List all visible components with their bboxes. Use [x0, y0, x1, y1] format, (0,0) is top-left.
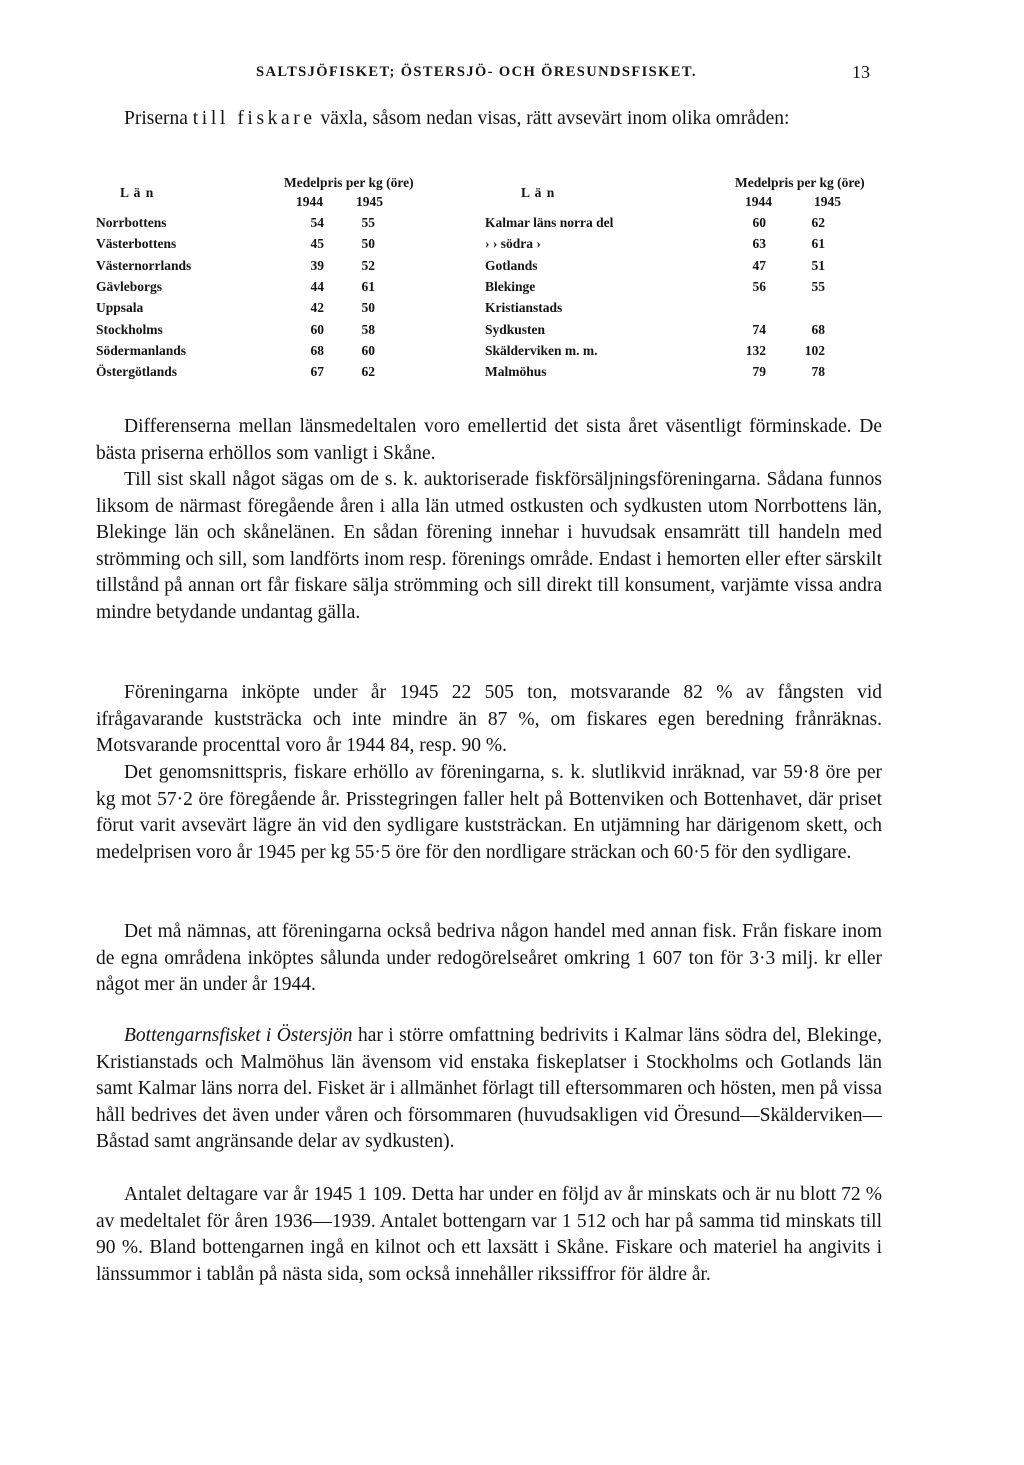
left-row-value-1945: 55	[361, 215, 375, 230]
paragraph-purchases: Föreningarna inköpte under år 1945 22 505 ton, motsvarande 82 % av fångsten vid ifrågavarande kuststräcka och inte mindre än 87 %, om fiskares egen beredning frånräknas. Motsvarande procenttal voro år 1944 84, resp. 90 %.	[96, 682, 882, 757]
right-row-value-1944: 56	[752, 278, 766, 294]
left-row-value-1945: 62	[361, 364, 375, 380]
right-row-name: Malmöhus	[485, 364, 547, 380]
right-row-value-1945: 78	[811, 364, 825, 380]
running-title: SALTSJÖFISKET; ÖSTERSJÖ- OCH ÖRESUNDSFISKET.	[256, 64, 697, 80]
intro-paragraph	[96, 106, 882, 133]
left-row-value-1944: 44	[310, 278, 324, 294]
right-col-label: L ä n	[521, 185, 556, 200]
left-row-value-1944: 45	[310, 236, 324, 252]
paragraph-other-fish: Det må nämnas, att föreningarna också bedriva någon handel med annan fisk. Från fiskare inom de egna områdena inköptes sålunda under redogörelseåret omkring 1 607 ton för 3·3 milj. kr eller något mer än under år 1944.	[96, 921, 882, 996]
left-row-value-1945: 52	[361, 257, 375, 273]
paragraph-differences: Differenserna mellan länsmedeltalen voro emellertid det sista året väsentligt förminskade. De bästa priserna erhöllos som vanligt i Skåne.	[96, 416, 882, 464]
right-row-value-1944: 47	[752, 257, 766, 273]
left-row-name: Uppsala	[96, 300, 144, 316]
right-year-1945: 1945	[814, 194, 841, 209]
right-row-name: › › södra ›	[485, 236, 541, 252]
left-row-value-1944: 54	[310, 215, 324, 230]
right-row-name: Blekinge	[485, 278, 536, 294]
left-row-name: Norrbottens	[96, 215, 167, 230]
right-row-value-1945: 61	[811, 236, 825, 252]
right-row-name: Skälderviken m. m.	[485, 342, 598, 358]
right-row-value-1944: 74	[752, 321, 766, 337]
left-price-header: Medelpris per kg (öre)	[284, 175, 414, 190]
right-row-name: Kalmar läns norra del	[485, 215, 614, 230]
left-row-value-1944: 39	[310, 257, 324, 273]
price-table	[96, 174, 882, 394]
paragraph-bottengarn-text: har i större omfattning bedrivits i Kalmar läns södra del, Blekinge, Kristianstads och Malmöhus län ävensom vid enstaka fiskeplatser i Stockholms och Gotlands län samt Kalmar läns norra del. Fisket är i allmänhet förlagt till eftersommaren och hösten, men på vissa håll bedrives det även under våren och försommaren (huvudsakligen vid Öresund—Skälderviken—Båstad samt angränsande delar av sydkusten).	[96, 1025, 882, 1153]
left-row-value-1945: 58	[361, 321, 375, 337]
right-row-value-1945: 51	[811, 257, 825, 273]
left-row-name: Södermanlands	[96, 342, 187, 358]
page-number: 13	[852, 62, 870, 82]
right-row-value-1944: 60	[752, 215, 766, 230]
left-row-name: Västerbottens	[96, 236, 177, 252]
paragraph-participants: Antalet deltagare var år 1945 1 109. Detta har under en följd av år minskats och är nu blott 72 % av medeltalet för åren 1936—1939. Antalet bottengarn var 1 512 och har på samma tid minskats till 90 %. Bland bottengarnen ingå en kilnot och ett laxsätt i Skåne. Fiskare och materiel ha angivits i länssummor i tablån på nästa sida, som också innehåller rikssiffror för äldre år.	[96, 1184, 882, 1285]
intro-spaced-text: till fiskare	[192, 108, 316, 129]
left-row-name: Gävleborgs	[96, 278, 162, 294]
paragraph-average-price: Det genomsnittspris, fiskare erhöllo av föreningarna, s. k. slutlikvid inräknad, var 59·8 öre per kg mot 57·2 öre föregående år. Prisstegringen faller helt på Bottenviken och Bottenhavet, där priset förut varit avsevärt lägre än vid den sydligare kuststräckan. En utjämning har därigenom skett, och medelprisen voro år 1945 per kg 55·5 öre för den nordligare sträckan och 60·5 för den sydligare.	[96, 762, 882, 863]
right-year-1944: 1944	[745, 194, 772, 209]
left-row-value-1944: 68	[310, 342, 324, 358]
left-year-1945: 1945	[356, 194, 383, 209]
right-price-header: Medelpris per kg (öre)	[735, 175, 865, 190]
left-row-value-1945: 50	[361, 236, 375, 252]
left-year-1944: 1944	[296, 194, 323, 209]
paragraph-bottengarn	[96, 1023, 882, 1156]
right-row-name: Gotlands	[485, 257, 538, 273]
intro-text-end: växla, såsom nedan visas, rätt avsevärt inom olika områden:	[315, 108, 790, 129]
left-row-name: Västernorrlands	[96, 257, 192, 273]
left-row-value-1945: 61	[361, 278, 375, 294]
right-row-value-1945: 102	[804, 342, 825, 358]
left-row-value-1944: 60	[310, 321, 324, 337]
section-heading-italic: Bottengarnsfisket i Östersjön	[124, 1025, 353, 1046]
left-row-name: Stockholms	[96, 321, 163, 337]
right-row-value-1945: 55	[811, 278, 825, 294]
left-row-value-1944: 67	[310, 364, 324, 380]
right-row-value-1944: 63	[752, 236, 766, 252]
right-row-value-1944: 132	[745, 342, 766, 358]
left-col-label: L ä n	[120, 185, 155, 200]
right-row-value-1945: 62	[811, 215, 825, 230]
left-row-name: Östergötlands	[96, 364, 177, 380]
right-row-value-1944: 79	[752, 364, 766, 380]
right-row-value-1945: 68	[811, 321, 825, 337]
paragraph-associations: Till sist skall något sägas om de s. k. auktoriserade fiskförsäljningsföreningarna. Sådana funnos liksom de närmast föregående åren i alla län utmed ostkusten och sydkusten utom Norrbottens län, Blekinge län och skånelänen. En sådan förening innehar i huvudsak ensamrätt till handeln med strömming och sill, som landförts inom resp. förenings område. Endast i hemorten eller efter särskilt tillstånd på annan ort får fiskare sälja strömming och sill direkt till konsument, varjämte vissa andra mindre betydande undantag gälla.	[96, 469, 882, 623]
intro-text-start: Priserna	[124, 108, 193, 129]
left-row-value-1944: 42	[310, 300, 324, 316]
left-row-value-1945: 60	[361, 342, 375, 358]
right-row-name: Sydkusten	[485, 321, 546, 337]
right-row-name: Kristianstads	[485, 300, 563, 316]
left-row-value-1945: 50	[361, 300, 375, 316]
